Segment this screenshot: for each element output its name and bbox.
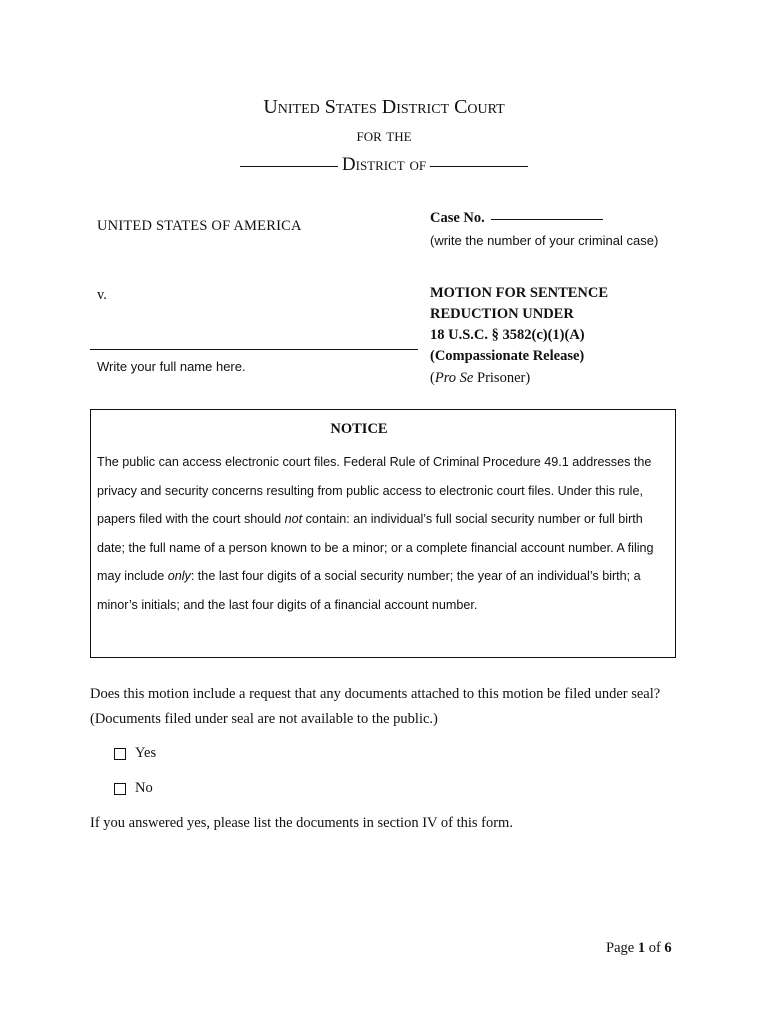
motion-title-line: MOTION FOR SENTENCE [430,285,609,301]
court-title: United States District Court [263,96,505,118]
seal-option-yes[interactable] [114,745,156,762]
motion-statute: 18 U.S.C. § 3582(c)(1)(A) [430,327,585,343]
checkbox-no[interactable] [114,783,126,795]
current-page: 1 [637,940,646,956]
notice-title: NOTICE [330,421,388,437]
case-number-row [430,210,603,227]
notice-text: contain: an individual’s full social security number or full birth date; the full name of a person known to be a minor; or a complete financial account number. A filing may include [97,512,654,583]
district-line [0,155,768,174]
case-number-label: Case No. [430,210,485,226]
district-word: District of [341,154,427,175]
prisoner-label: Prisoner) [473,370,531,386]
seal-option-no[interactable] [114,780,153,797]
district-blank-left[interactable] [240,166,338,167]
filer-type: (Pro Se Prisoner) [430,370,531,386]
versus-label: v. [97,287,107,303]
seal-no-label: No [135,780,153,796]
plaintiff-party: UNITED STATES OF AMERICA [97,218,302,234]
seal-yes-label: Yes [135,745,157,761]
notice-text: The public can access electronic court files. Federal Rule of Criminal Procedure 49.1 addresses the privacy and security concerns resulting from public access to electronic court files. Under this rule, papers filed with the court should [97,455,652,526]
motion-title-line: REDUCTION UNDER [430,306,574,322]
checkbox-yes[interactable] [114,748,126,760]
case-number-hint: (write the number of your criminal case) [430,233,659,248]
motion-subtitle: (Compassionate Release) [430,348,585,364]
defendant-name-line[interactable] [90,349,418,350]
page-word: Page [606,940,635,956]
total-pages: 6 [664,940,672,956]
of-word: of [648,940,661,956]
pro-se-label: Pro Se [434,370,474,386]
court-for-the: for the [356,125,412,145]
notice-emphasis-not: not [284,512,303,526]
case-number-blank[interactable] [491,219,603,220]
notice-text: : the last four digits of a social security number; the year of an individual’s birth; a minor’s initials; and the last four digits of a financial account number. [97,569,641,612]
notice-emphasis-only: only [167,569,191,583]
motion-title [430,283,680,367]
seal-followup: If you answered yes, please list the documents in section IV of this form. [90,815,513,831]
seal-question: Does this motion include a request that any documents attached to this motion be filed under seal? (Documents filed under seal are not available to the public.) [90,686,661,727]
defendant-name-hint: Write your full name here. [97,359,246,374]
page-number [606,940,672,957]
district-blank-right[interactable] [430,166,528,167]
notice-body [97,448,672,619]
